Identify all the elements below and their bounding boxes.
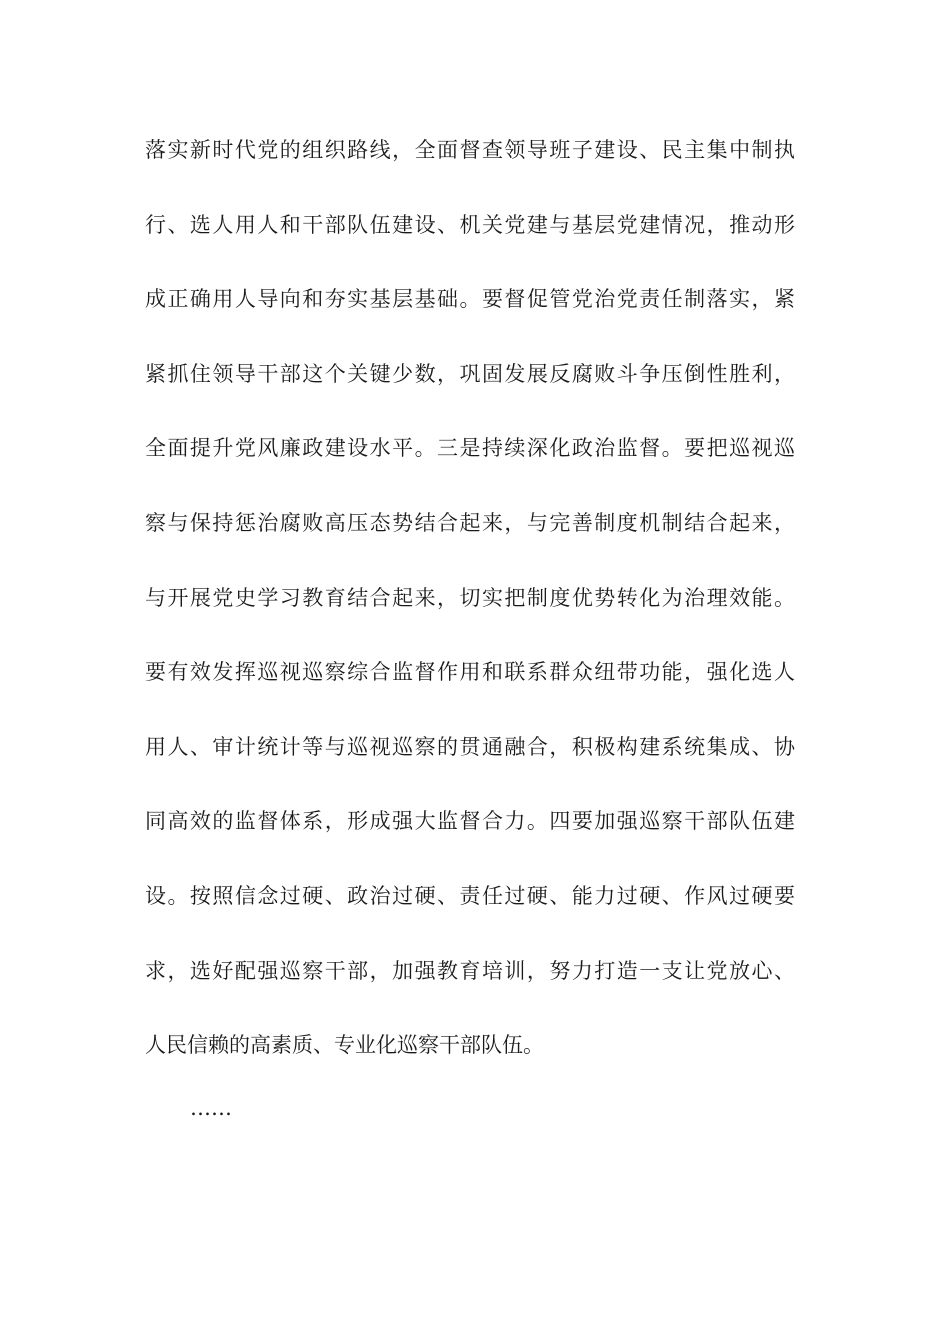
text-line-8: 要有效发挥巡视巡察综合监督作用和联系群众纽带功能，强化选人	[145, 660, 795, 685]
text-line-11: 设。按照信念过硬、政治过硬、责任过硬、能力过硬、作风过硬要	[145, 883, 795, 908]
text-line-9: 用人、审计统计等与巡视巡察的贯通融合，积极构建系统集成、协	[145, 734, 795, 759]
text-line-12: 求，选好配强巡察干部，加强教育培训，努力打造一支让党放心、	[145, 958, 795, 983]
text-line-5: 全面提升党风廉政建设水平。三是持续深化政治监督。要把巡视巡	[145, 436, 795, 461]
text-line-13: 人民信赖的高素质、专业化巡察干部队伍。	[145, 1033, 544, 1058]
text-line-3: 成正确用人导向和夯实基层基础。要督促管党治党责任制落实，紧	[145, 287, 795, 312]
text-line-1: 落实新时代党的组织路线，全面督查领导班子建设、民主集中制执	[145, 138, 795, 162]
continuation-ellipsis: ……	[190, 1096, 232, 1120]
text-line-7: 与开展党史学习教育结合起来，切实把制度优势转化为治理效能。	[145, 585, 795, 610]
text-line-10: 同高效的监督体系，形成强大监督合力。四要加强巡察干部队伍建	[145, 809, 795, 834]
text-line-2: 行、选人用人和干部队伍建设、机关党建与基层党建情况，推动形	[145, 212, 795, 237]
text-line-4: 紧抓住领导干部这个关键少数，巩固发展反腐败斗争压倒性胜利，	[145, 361, 795, 386]
body-paragraph	[145, 128, 795, 1098]
text-line-6: 察与保持惩治腐败高压态势结合起来，与完善制度机制结合起来，	[145, 510, 795, 535]
